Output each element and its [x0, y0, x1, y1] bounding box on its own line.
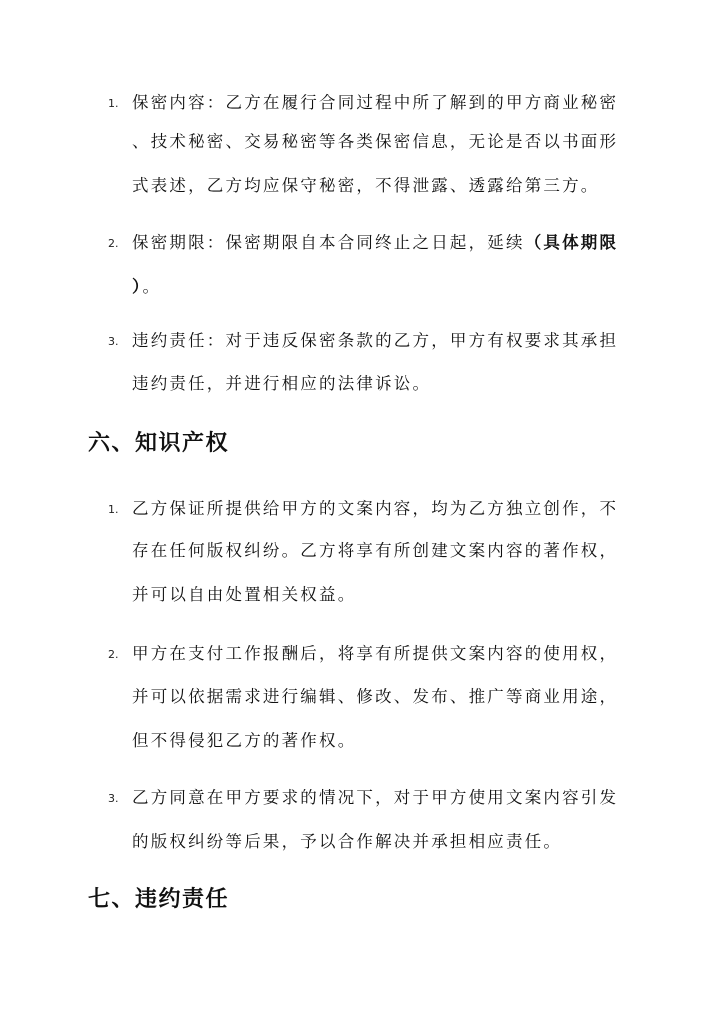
paragraph-line: 甲方在支付工作报酬后，将享有所提供文案内容的使用权，: [132, 644, 619, 663]
bold-text: ）: [132, 277, 143, 296]
section-heading: 六、知识产权: [88, 431, 230, 456]
line-text: 。: [142, 277, 162, 296]
list-number: 3.: [108, 335, 119, 348]
paragraph-line: [132, 276, 161, 298]
paragraph-line: 并可以自由处置相关权益。: [132, 585, 357, 604]
list-number: 2.: [108, 237, 119, 250]
paragraph-line: 违约责任：对于违反保密条款的乙方，甲方有权要求其承担: [132, 331, 619, 350]
paragraph-line: 乙方保证所提供给甲方的文案内容，均为乙方独立创作，不: [132, 499, 619, 518]
list-number: 2.: [108, 648, 119, 661]
paragraph-line: 式表述，乙方均应保守秘密，不得泄露、透露给第三方。: [132, 176, 600, 195]
line-text: 保密期限：保密期限自本合同终止之日起，延续: [132, 233, 525, 252]
paragraph-line: 存在任何版权纠纷。乙方将享有所创建文案内容的著作权，: [132, 541, 619, 560]
paragraph-line: 违约责任，并进行相应的法律诉讼。: [132, 374, 432, 393]
section-heading: 七、违约责任: [88, 887, 230, 912]
paragraph-line: 并可以依据需求进行编辑、修改、发布、推广等商业用途，: [132, 687, 619, 706]
paragraph-line: [132, 232, 618, 254]
paragraph-line: 的版权纠纷等后果，予以合作解决并承担相应责任。: [132, 832, 563, 851]
paragraph-line: 但不得侵犯乙方的著作权。: [132, 731, 357, 750]
bold-text: （具体期限: [524, 233, 619, 252]
list-number: 1.: [108, 97, 119, 110]
paragraph-line: 、技术秘密、交易秘密等各类保密信息，无论是否以书面形: [132, 132, 619, 151]
paragraph-line: 乙方同意在甲方要求的情况下，对于甲方使用文案内容引发: [132, 788, 619, 807]
list-number: 3.: [108, 792, 119, 805]
paragraph-line: 保密内容：乙方在履行合同过程中所了解到的甲方商业秘密: [132, 93, 619, 112]
list-number: 1.: [108, 503, 119, 516]
